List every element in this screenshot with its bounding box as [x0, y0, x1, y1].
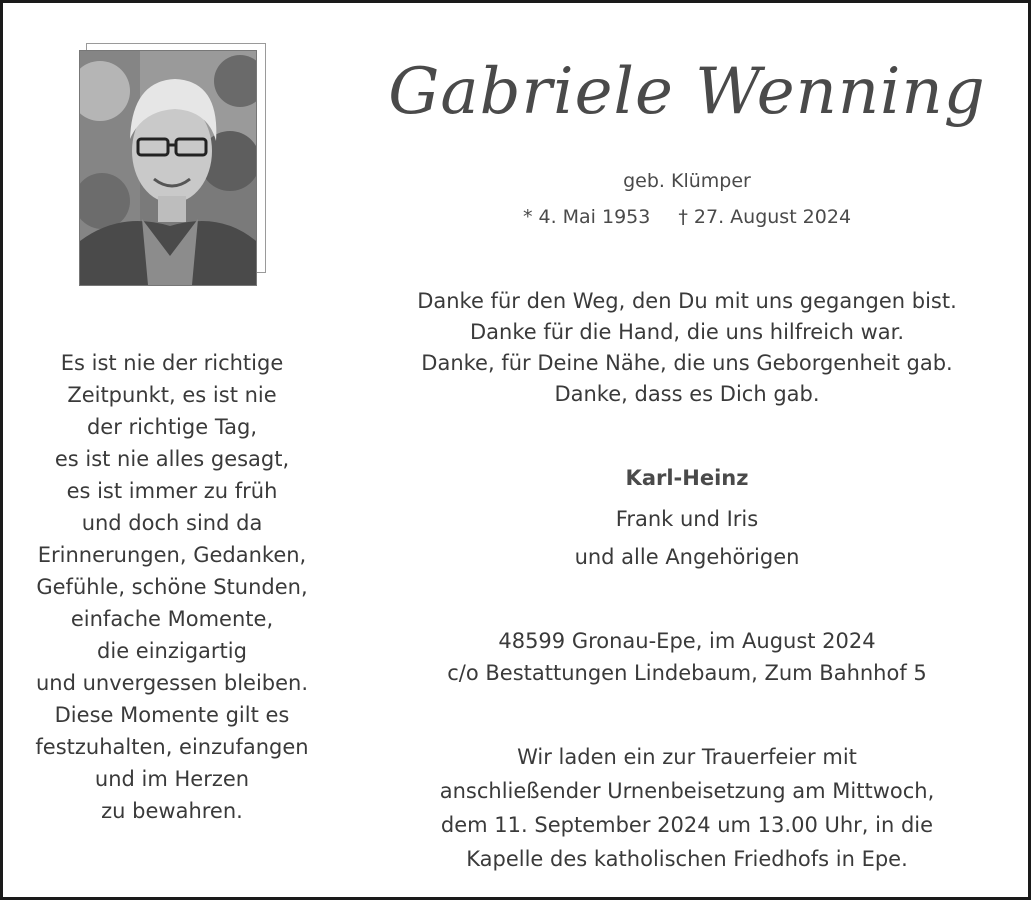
invitation-text: [387, 740, 987, 876]
thanks-line: Danke für den Weg, den Du mit uns gegangen bist.: [417, 289, 957, 313]
deceased-name: Gabriele Wenning: [388, 55, 986, 129]
poem-line: zu bewahren.: [101, 799, 243, 823]
thanks-line: Danke, dass es Dich gab.: [554, 382, 820, 406]
poem-line: einfache Momente,: [70, 607, 274, 631]
invitation-line: Kapelle des katholischen Friedhofs in Epe.: [466, 847, 908, 871]
poem-line: Erinnerungen, Gedanken,: [37, 543, 307, 567]
portrait-photo: [79, 50, 257, 286]
invitation-line: anschließender Urnenbeisetzung am Mittwoch,: [439, 779, 935, 803]
thanks-line: Danke für die Hand, die uns hilfreich war.: [469, 320, 905, 344]
poem-line: es ist immer zu früh: [66, 479, 278, 503]
poem-line: Diese Momente gilt es: [54, 703, 290, 727]
mourner-primary: Karl-Heinz: [625, 466, 749, 490]
birth-name: geb. Klümper: [623, 170, 751, 192]
poem-line: und unvergessen bleiben.: [35, 671, 309, 695]
thanks-text: [387, 286, 987, 410]
poem-line: Es ist nie der richtige: [60, 351, 284, 375]
poem: [31, 347, 313, 827]
death-date: † 27. August 2024: [678, 206, 852, 228]
poem-line: Gefühle, schöne Stunden,: [36, 575, 308, 599]
address-block: [387, 625, 987, 689]
address-line: 48599 Gronau-Epe, im August 2024: [498, 629, 876, 653]
poem-line: und doch sind da: [81, 511, 263, 535]
poem-line: festzuhalten, einzufangen: [35, 735, 309, 759]
address-line: c/o Bestattungen Lindebaum, Zum Bahnhof 5: [447, 661, 927, 685]
poem-line: es ist nie alles gesagt,: [54, 447, 290, 471]
invitation-line: dem 11. September 2024 um 13.00 Uhr, in die: [440, 813, 934, 837]
life-dates: [387, 204, 987, 230]
mourner-others: und alle Angehörigen: [574, 545, 800, 569]
poem-line: Zeitpunkt, es ist nie: [67, 383, 277, 407]
birth-date: * 4. Mai 1953: [522, 206, 651, 228]
portrait-icon: [80, 51, 256, 285]
portrait-frame: [79, 43, 265, 287]
poem-line: die einzigartig: [97, 639, 247, 663]
poem-line: und im Herzen: [94, 767, 250, 791]
invitation-line: Wir laden ein zur Trauerfeier mit: [517, 745, 857, 769]
thanks-line: Danke, für Deine Nähe, die uns Geborgenheit gab.: [421, 351, 953, 375]
poem-line: der richtige Tag,: [86, 415, 258, 439]
mourner-secondary: Frank und Iris: [615, 507, 759, 531]
